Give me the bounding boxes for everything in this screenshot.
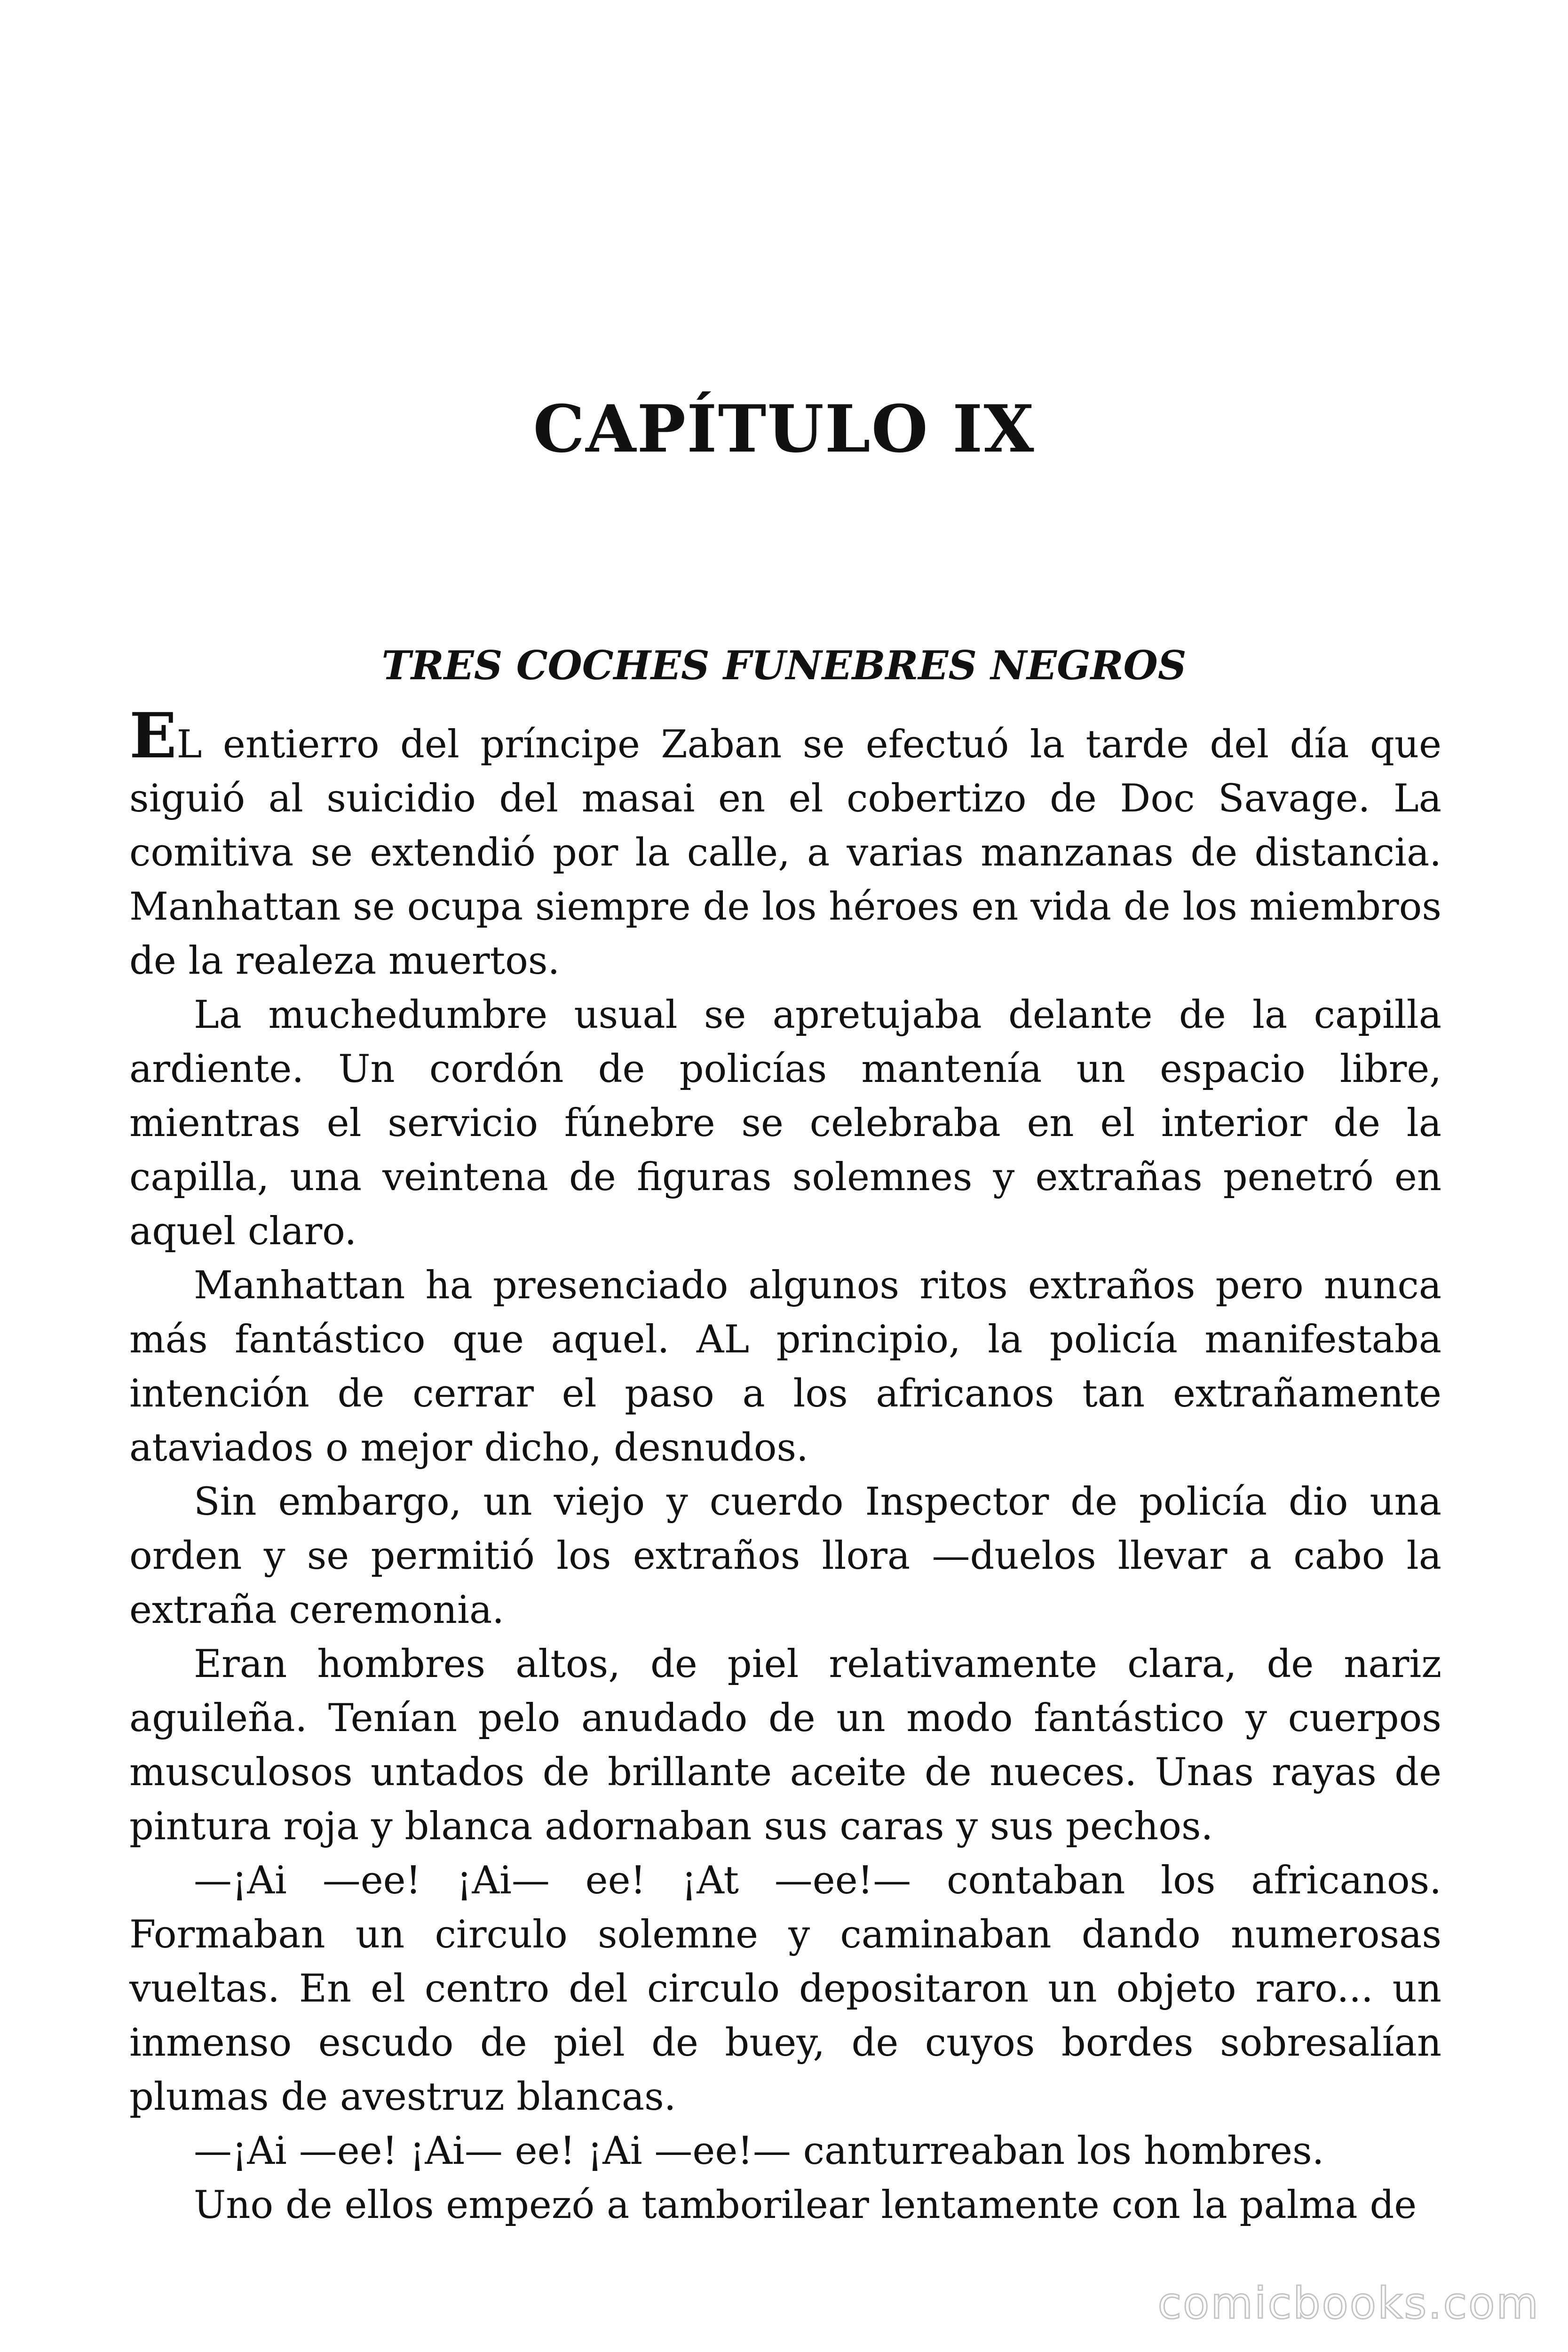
paragraph: —¡Ai —ee! ¡Ai— ee! ¡Ai —ee!— canturreaban los hombres.: [194, 2129, 1324, 2173]
watermark: comicbooks.com: [1157, 2278, 1540, 2328]
paragraph: Uno de ellos empezó a tamborilear lentamente con la palma de: [194, 2183, 1417, 2227]
chapter-title: CAPÍTULO IX: [533, 390, 1035, 467]
paragraph: Manhattan ha presenciado algunos ritos extraños pero nunca más fantástico que aquel. AL principio, la policía manifestaba intención de cerrar el paso a los africanos tan extrañamente ataviados o mejor dicho, desnudos.: [129, 1263, 1441, 1470]
drop-cap: E: [129, 699, 177, 772]
paragraph: La muchedumbre usual se apretujaba delante de la capilla ardiente. Un cordón de policías mantenía un espacio libre, mientras el servicio fúnebre se celebraba en el interior de la capilla, una veintena de figuras solemnes y extrañas penetró en aquel claro.: [129, 993, 1441, 1254]
chapter-subtitle: TRES COCHES FUNEBRES NEGROS: [381, 642, 1187, 689]
paragraph-text: L entierro del príncipe Zaban se efectuó la tarde del día que siguió al suicidio del masai en el cobertizo de Doc Savage. La comitiva se extendió por la calle, a varias manzanas de distancia. Manhattan se ocupa siempre de los héroes en vida de los miembros de la realeza muertos.: [129, 723, 1441, 983]
paragraph: Eran hombres altos, de piel relativamente clara, de nariz aguileña. Tenían pelo anudado de un modo fantástico y cuerpos musculosos untados de brillante aceite de nueces. Unas rayas de pintura roja y blanca adornaban sus caras y sus pechos.: [129, 1642, 1441, 1849]
paragraph: [129, 699, 1441, 988]
paragraph: Sin embargo, un viejo y cuerdo Inspector de policía dio una orden y se permitió los extraños llora —duelos llevar a cabo la extraña ceremonia.: [129, 1480, 1441, 1632]
chapter-body: [129, 699, 1441, 2233]
paragraph: —¡Ai —ee! ¡Ai— ee! ¡At —ee!— contaban los africanos. Formaban un circulo solemne y caminaban dando numerosas vueltas. En el centro del circulo depositaron un objeto raro... un inmenso escudo de piel de buey, de cuyos bordes sobresalían plumas de avestruz blancas.: [129, 1859, 1441, 2119]
